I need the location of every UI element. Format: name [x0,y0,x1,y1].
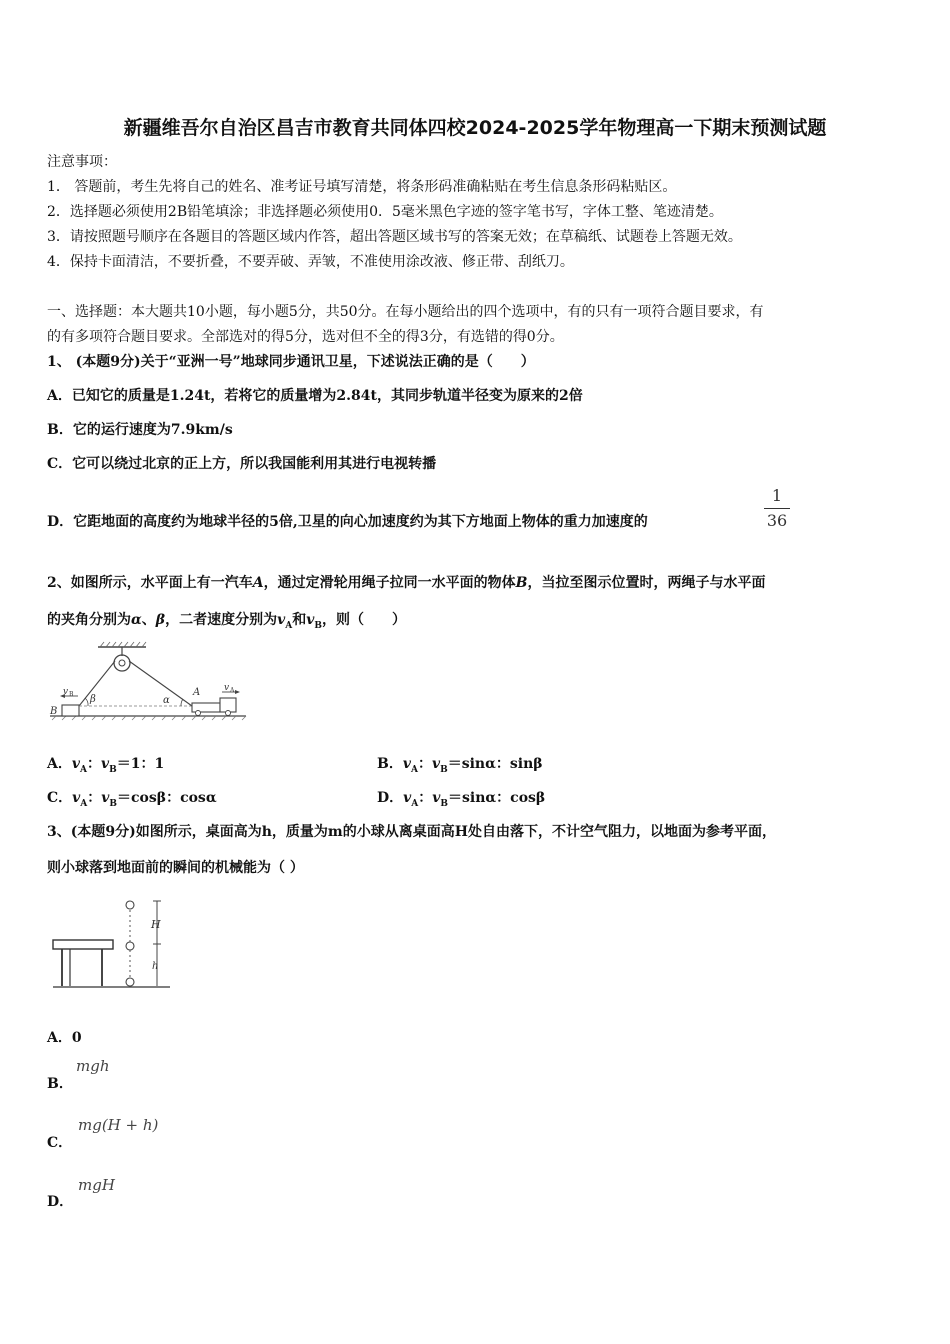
v-letter: v [101,790,110,806]
question-1-option-c: C．它可以绕过北京的正上方，所以我国能利用其进行电视转播 [47,456,437,472]
label-vb: v [63,687,69,697]
opt-rest: ＝1：1 [116,756,165,772]
sub-b: B [440,798,449,809]
v-letter: v [101,756,110,772]
colon: ： [87,790,102,806]
sub-a: A [410,764,418,775]
q2-text: ，当拉至图示位置时，两绳子与水平面 [527,575,766,591]
label-alpha: α [163,695,170,706]
v-letter: v [402,756,411,772]
opt-prefix: C． [47,790,73,806]
sub-a: A [80,764,87,775]
fraction-1-36 [764,486,790,530]
sub-b: B [109,764,117,775]
question-1-stem: 1、 (本题9分)关于“亚洲一号”地球同步通讯卫星，下述说法正确的是（ ） [47,354,535,370]
pulley-figure [46,640,251,730]
notice-item: 3．请按照题号顺序在各题目的答题区域内作答，超出答题区域书写的答案无效；在草稿纸、试题卷上答题无效。 [47,229,742,245]
colon: ： [417,756,432,772]
question-3-option-d: D． [47,1194,74,1210]
question-1-option-a: A．已知它的质量是1.24t，若将它的质量增为2.84t，其同步轨道半径变为原来的2倍 [47,388,583,404]
fraction-denominator: 36 [766,511,788,530]
notice-item: 2．选择题必须使用2B铅笔填涂；非选择题必须使用0．5毫米黑色字迹的签字笔书写，字体工整、笔迹清楚。 [47,204,723,220]
sub-a: A [411,798,419,809]
opt-prefix: B． [377,756,403,772]
q2-text: 、 [141,612,156,628]
q2-text: ，通过定滑轮用绳子拉同一水平面的物体 [263,575,516,591]
q2-text: 的夹角分别为 [47,612,131,628]
question-2-stem [47,572,765,592]
fraction-numerator: 1 [771,486,783,505]
question-3-stem-line2: 则小球落到地面前的瞬间的机械能为（ ） [47,860,304,876]
opt-prefix: D． [377,790,404,806]
v-letter: v [72,790,81,806]
opt-rest: ＝sinα：cosβ [448,790,546,806]
q2-text: 2、如图所示，水平面上有一汽车 [47,575,253,591]
question-2-stem-line2 [47,609,406,631]
label-beta: β [90,694,96,705]
question-2-option-d [377,787,545,809]
falling-ball-figure [50,896,175,992]
section-intro: 的有多项符合题目要求。全部选对的得5分，选对但不全的得3分，有选错的得0分。 [47,329,564,345]
question-2-option-a [47,753,164,775]
question-1-option-b: B．它的运行速度为7.9km/s [47,422,233,438]
label-a: A [193,687,201,698]
q3-option-b-expr: mgh [76,1057,110,1075]
q2-beta: β [155,612,166,628]
q2-va-sub: A [285,620,293,631]
opt-rest: ＝cosβ：cosα [117,790,217,806]
question-3-option-c: C． [47,1135,73,1151]
question-3-option-a: A．0 [47,1030,82,1046]
colon: ： [418,790,433,806]
q2-text: 和 [292,612,307,628]
question-2-option-c [47,787,217,809]
question-2-option-b [377,753,543,775]
q2-alpha: α [131,612,142,628]
opt-rest: ＝sinα：sinβ [447,756,543,772]
fraction-bar [764,508,790,509]
question-1-option-d: D．它距地面的高度约为地球半径的5倍,卫星的向心加速度约为其下方地面上物体的重力加速度的 [47,514,648,530]
opt-prefix: A． [47,756,72,772]
sub-a: A [80,798,88,809]
v-letter: v [432,790,441,806]
q2-var-a: A [252,575,264,591]
colon: ： [87,756,101,772]
q2-vb: v [306,612,315,628]
notice-item: 1． 答题前，考生先将自己的姓名、准考证号填写清楚，将条形码准确粘贴在考生信息条形码粘贴区。 [47,179,677,195]
q2-var-b: B [515,575,528,591]
label-va: v [224,683,230,693]
v-letter: v [431,756,441,772]
notice-item: 4．保持卡面清洁，不要折叠，不要弄破、弄皱，不准使用涂改液、修正带、刮纸刀。 [47,254,574,270]
sub-b: B [440,764,448,775]
q2-vb-sub: B [314,620,322,631]
page-title: 新疆维吾尔自治区昌吉市教育共同体四校2024-2025学年物理高一下期末预测试题 [123,117,827,139]
section-intro: 一、选择题：本大题共10小题，每小题5分，共50分。在每小题给出的四个选项中，有的只有一项符合题目要求，有 [47,304,764,320]
v-letter: v [71,756,81,772]
v-letter: v [403,790,412,806]
q3-option-c-expr: mg(H + h) [78,1116,159,1134]
question-3-stem: 3、(本题9分)如图所示，桌面高为h，质量为m的小球从离桌面高H处自由落下，不计空气阻力，以地面为参考平面， [47,824,776,840]
notice-heading: 注意事项： [47,154,117,170]
q3-option-d-expr: mgH [78,1176,115,1194]
question-3-option-b: B． [47,1076,73,1092]
q2-va: v [277,612,286,628]
label-va-sub: A [230,687,235,694]
label-h-lower: h [152,961,159,972]
label-vb-sub: B [69,691,74,698]
sub-b: B [109,798,118,809]
label-h-upper: H [151,918,161,931]
label-b: B [50,706,58,717]
q2-text: ，二者速度分别为 [165,612,278,628]
q2-text: ，则（ ） [321,612,406,628]
